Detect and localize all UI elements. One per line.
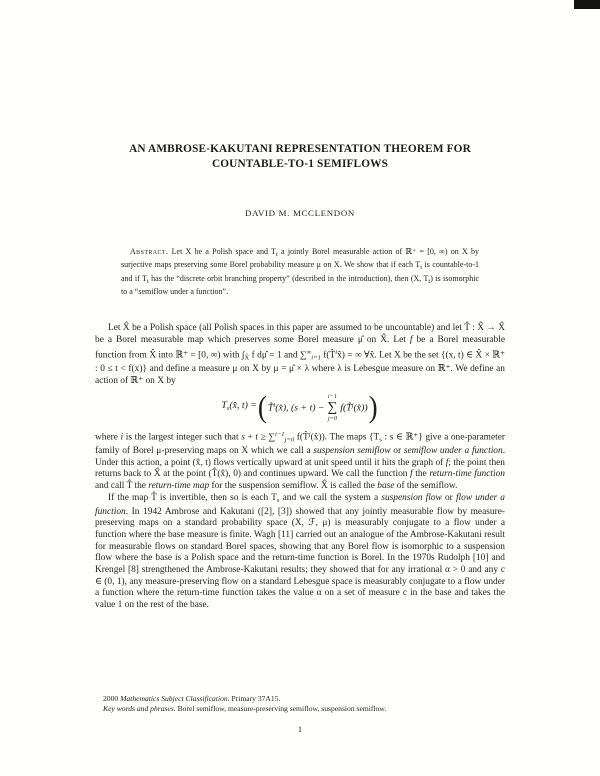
author-name: DAVID M. MCCLENDON — [245, 208, 355, 218]
paper-title-line1: AN AMBROSE-KAKUTANI REPRESENTATION THEOREM FOR — [129, 143, 471, 155]
footnote-msc: 2000 Mathematics Subject Classification. Primary 37A15. — [103, 694, 281, 703]
paper-body — [95, 323, 505, 612]
summation — [328, 393, 338, 422]
equation-arg1: T̂$^i$(x̂), (s + t) − — [267, 402, 325, 414]
footnote-keywords: Key words and phrases. Borel semiflow, measure-preserving semiflow, suspension semiflow. — [103, 703, 387, 713]
equation-lhs: $T_s(x̂$, t) = — [221, 400, 257, 413]
open-paren: ( — [257, 390, 267, 424]
close-paren: ) — [368, 390, 378, 424]
paragraph-3: If the map T̂ is invertible, then so is each $T_s$ and we call the system a suspension flow or flow under a function. In 1942 Ambrose and Kakutani ([2], [3]) showed that any jointly measurable flow by measure-preserving maps on a standard probability space (X, ℱ, μ) is measurably conjugate to a flow under a function where the base measure is finite. Wagh [11] carried out an analogue of the Ambrose-Kakutani result for measurable flows on standard Borel spaces, showing that any Borel flow is isomorphic to a suspension flow where the base is a Polish space and the return-time function is Borel. In the 1970s Rudolph [10] and Krengel [8] strengthened the Ambrose-Kakutani results; they showed that for any irrational α > 0 and any c ∈ (0, 1), any measure-preserving flow on a standard Lebesgue space is measurably conjugate to a flow under a function where the return-time function takes the value α on a set of measure c in the base and takes the value 1 on the rest of the base. — [95, 492, 505, 611]
sigma-symbol: ∑ — [327, 399, 338, 415]
footnotes — [95, 694, 505, 713]
abstract-text: Let X be a Polish space and $T_t$ a jointly Borel measurable action of ℝ⁺ = [0, ∞) on X by surjective maps preserving some Borel probability measure μ on X. We show that if each $T_t$ is countable-to-1 and if $T_t$ has the “discrete orbit branching property” (described in the introduction), then (X, $T_t$) is isomorphic to a “semiflow under a function”. — [121, 247, 480, 296]
equation-arg2: f(T̂$^j$(x̂)) — [340, 402, 368, 414]
display-equation — [95, 390, 505, 424]
page-number: 1 — [297, 725, 303, 734]
paper-title — [95, 142, 505, 172]
abstract-label: Abstract. — [130, 247, 169, 256]
paper-title-line2: COUNTABLE-TO-1 SEMIFLOWS — [211, 158, 389, 170]
paragraph-1: Let X̂ be a Polish space (all Polish spaces in this paper are assumed to be uncountable) and let T̂ : X̂ → X̂ be a Borel measurable map which preserves some Borel measure μ̂ on X̂. Let f be a Borel measurable function from X̂ into ℝ⁺ = [0, ∞) with $\int_{X̂}$ f dμ̂ = 1 and $\sum^\infty_{i=1}$ f(T̂$^i$x̂) = ∞ ∀x̂. Let X be the set {(x, t) ∈ X̂ × ℝ⁺ : 0 ≤ t < f(x)} and define a measure μ on X by μ = μ̂ × λ where λ is Lebesgue measure on ℝ⁺. We define an action of ℝ⁺ on X by — [95, 323, 505, 386]
screen-corner-artifact — [574, 0, 600, 9]
sum-upper-limit: i−1 — [327, 393, 338, 401]
paragraph-2: where i is the largest integer such that s + t ≥ ∑$^{i-1}_{j=0}$ f(T̂$^j$(x̂)). The maps {$T_s$ : s ∈ ℝ⁺} give a one-parameter family of Borel μ-preserving maps on X which we call a suspension semiflow or semiflow under a function. Under this action, a point (x̂, t) flows vertically upward at unit speed until it hits the graph of f; the point then returns back to X̂ at the point (T̂(x̂), 0) and continues upward. We call the function f the return-time function and call T̂ the return-time map for the suspension semiflow. X̂ is called the base of the semiflow. — [95, 430, 506, 492]
paper-content — [95, 142, 505, 612]
abstract — [121, 247, 479, 297]
sum-lower-limit: j=0 — [327, 414, 338, 422]
